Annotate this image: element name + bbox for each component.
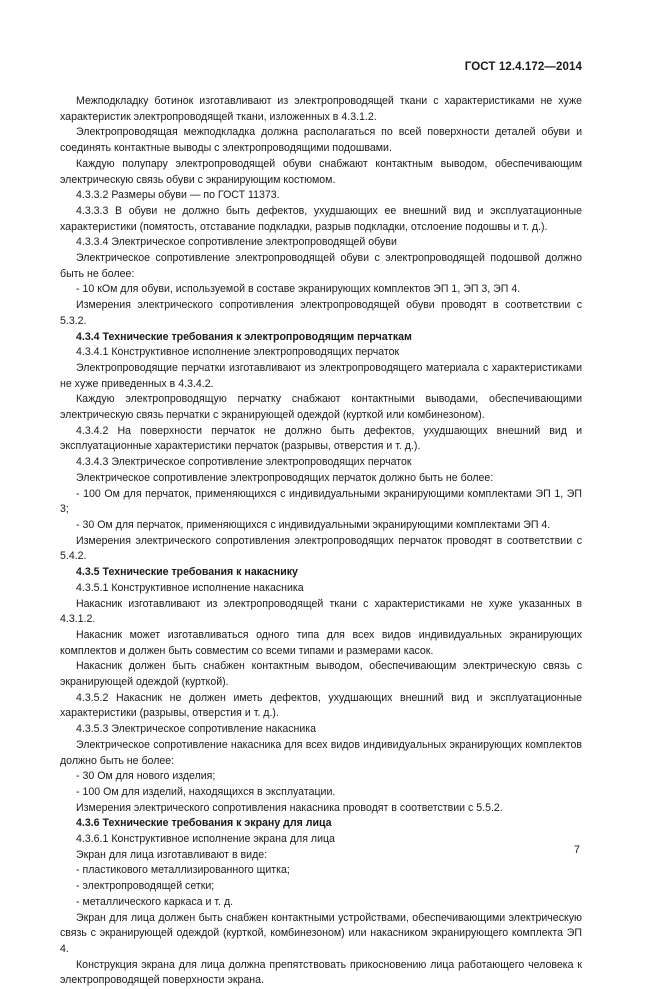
paragraph: Электрическое сопротивление электропроводящей обуви с электропроводящей подошвой должно быть не более:	[60, 252, 582, 280]
paragraph: 4.3.3.4 Электрическое сопротивление электропроводящей обуви	[76, 236, 397, 249]
document-code: ГОСТ 12.4.172—2014	[464, 61, 582, 73]
paragraph: 4.3.5.2 Накасник не должен иметь дефектов, ухудшающих внешний вид и эксплуатационные характеристики (разрывы, отверстия и т. д.).	[60, 691, 582, 720]
paragraph: - 30 Ом для нового изделия;	[76, 770, 216, 783]
paragraph: Экран для лица должен быть снабжен контактными устройствами, обеспечивающими электрическую связь с экранирующей одеждой (курткой, комбинезоном) или накасником экранирующего комплекта ЭП 4.	[60, 911, 582, 955]
section-heading: 4.3.5 Технические требования к накаснику	[76, 566, 298, 579]
paragraph: Накасник изготавливают из электропроводящей ткани с характеристиками не хуже указанных в 4.3.1.2.	[60, 597, 582, 626]
paragraph: 4.3.6.1 Конструктивное исполнение экрана для лица	[76, 833, 335, 846]
paragraph: Электрическое сопротивление накасника для всех видов индивидуальных экранирующих комплектов должно быть не более:	[60, 738, 582, 767]
paragraph: Конструкция экрана для лица должна препятствовать прикосновению лица работающего человека к электропроводящей поверхности экрана.	[60, 958, 582, 987]
paragraph: - металлического каркаса и т. д.	[76, 895, 234, 908]
paragraph: 4.3.3.2 Размеры обуви — по ГОСТ 11373.	[76, 189, 280, 202]
paragraph: Накасник должен быть снабжен контактным выводом, обеспечивающим электрическую связь с экранирующей одеждой (курткой).	[60, 660, 582, 689]
paragraph: 4.3.5.1 Конструктивное исполнение накасника	[76, 581, 304, 594]
paragraph: - пластикового металлизированного щитка;	[76, 864, 290, 877]
section-heading: 4.3.4 Технические требования к электропроводящим перчаткам	[76, 330, 412, 343]
page-number: 7	[573, 844, 580, 856]
paragraph: Измерения электрического сопротивления электропроводящих перчаток проводят в соответствии с 5.4.2.	[60, 534, 582, 563]
paragraph: 4.3.3.3 В обуви не должно быть дефектов, ухудшающих ее внешний вид и эксплуатационные характеристики (помятость, отставание подкладки, разрыв подкладки, отслоение подошвы и т. д.).	[60, 204, 582, 233]
paragraph: - 100 Ом для изделий, находящихся в эксплуатации.	[76, 785, 336, 798]
paragraph: Межподкладку ботинок изготавливают из электропроводящей ткани с характеристиками не хуже характеристик электропроводящей ткани, изложенных в 4.3.1.2.	[60, 95, 582, 123]
paragraph: Измерения электрического сопротивления электропроводящей обуви проводят в соответствии с 5.3.2.	[60, 299, 582, 327]
paragraph: Электрическое сопротивление электропроводящих перчаток должно быть не более:	[76, 471, 494, 484]
paragraph: 4.3.4.1 Конструктивное исполнение электропроводящих перчаток	[76, 346, 400, 359]
paragraph: - 100 Ом для перчаток, применяющихся с индивидуальными экранирующими комплектами ЭП 1, ЭП 3;	[60, 487, 582, 516]
paragraph: Каждую электропроводящую перчатку снабжают контактными выводами, обеспечивающими электрическую связь перчатки с экранирующей одеждой (курткой или комбинезоном).	[60, 393, 582, 422]
paragraph: Экран для лица изготавливают в виде:	[76, 848, 268, 861]
section-heading: 4.3.6 Технические требования к экрану для лица	[76, 817, 332, 830]
paragraph: 4.3.4.2 На поверхности перчаток не должно быть дефектов, ухудшающих внешний вид и эксплуатационные характеристики перчаток (разрывы, отверстия и т. д.).	[60, 424, 582, 453]
paragraph: - 30 Ом для перчаток, применяющихся с индивидуальными экранирующими комплектами ЭП 4.	[76, 518, 551, 531]
paragraph: 4.3.4.3 Электрическое сопротивление электропроводящих перчаток	[76, 456, 412, 469]
paragraph: - электропроводящей сетки;	[76, 880, 215, 893]
paragraph: Измерения электрического сопротивления накасника проводят в соответствии с 5.5.2.	[76, 801, 503, 814]
paragraph: 4.3.5.3 Электрическое сопротивление накасника	[76, 723, 317, 736]
paragraph: Электропроводящая межподкладка должна располагаться по всей поверхности деталей обуви и соединять контактные выводы с электропроводящими подошвами.	[60, 126, 582, 155]
document-body	[60, 94, 582, 989]
paragraph: Электропроводящие перчатки изготавливают из электропроводящего материала с характеристиками не хуже приведенных в 4.3.4.2.	[60, 361, 582, 390]
paragraph: Каждую полупару электропроводящей обуви снабжают контактным выводом, обеспечивающим электрическую связь обуви с экранирующим костюмом.	[60, 157, 582, 186]
paragraph: Накасник может изготавливаться одного типа для всех видов индивидуальных экранирующих комплектов и должен быть совместим со всеми типами и размерами касок.	[60, 628, 582, 657]
paragraph: - 10 кОм для обуви, используемой в составе экранирующих комплектов ЭП 1, ЭП 3, ЭП 4.	[76, 283, 521, 296]
